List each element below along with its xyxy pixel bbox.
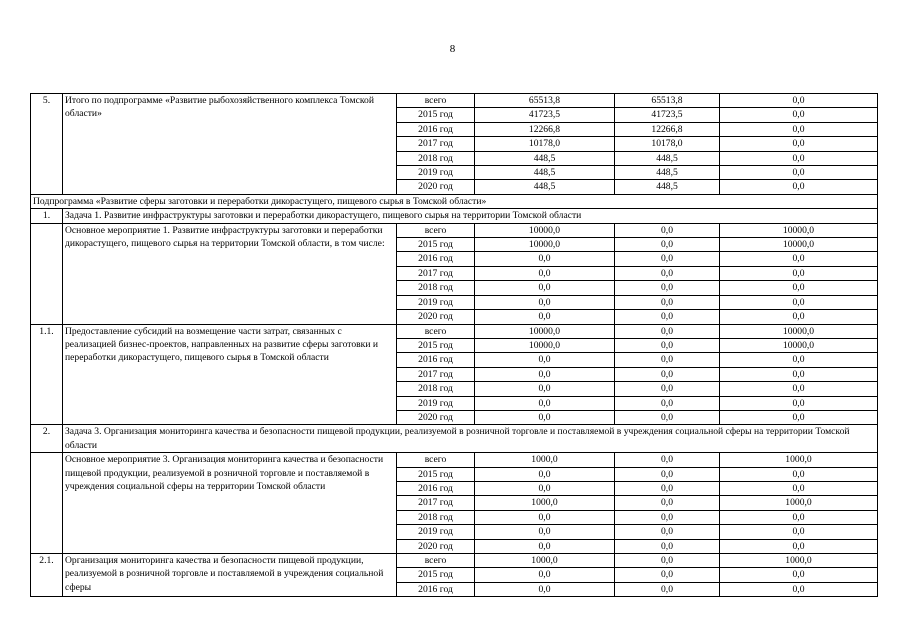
regional-budget-value: 0,0 [615, 496, 720, 510]
regional-budget-value: 0,0 [615, 539, 720, 553]
other-source-value: 0,0 [720, 568, 878, 582]
year-cell: 2016 год [397, 252, 475, 266]
total-value: 0,0 [475, 252, 615, 266]
activity-description: Итого по подпрограмме «Развитие рыбохозяйственного комплекса Томской области» [63, 94, 397, 195]
regional-budget-value: 0,0 [615, 453, 720, 467]
subprogram-row [31, 194, 878, 208]
other-source-value: 10000,0 [720, 223, 878, 237]
other-source-value: 10000,0 [720, 338, 878, 352]
year-cell: всего [397, 324, 475, 338]
total-value: 0,0 [475, 266, 615, 280]
regional-budget-value: 0,0 [615, 510, 720, 524]
total-value: 10000,0 [475, 338, 615, 352]
row-number: 2.1. [31, 554, 63, 597]
year-cell: 2020 год [397, 180, 475, 194]
regional-budget-value: 0,0 [615, 467, 720, 481]
total-value: 0,0 [475, 582, 615, 596]
table-body [31, 94, 878, 597]
other-source-value: 0,0 [720, 382, 878, 396]
total-value: 1000,0 [475, 453, 615, 467]
year-cell: 2015 год [397, 568, 475, 582]
total-value: 10000,0 [475, 223, 615, 237]
regional-budget-value: 0,0 [615, 223, 720, 237]
total-value: 10000,0 [475, 324, 615, 338]
row-number: 5. [31, 94, 63, 195]
other-source-value: 0,0 [720, 410, 878, 424]
other-source-value: 0,0 [720, 481, 878, 495]
total-value: 0,0 [475, 295, 615, 309]
other-source-value: 0,0 [720, 266, 878, 280]
row-number [31, 453, 63, 554]
regional-budget-value: 12266,8 [615, 122, 720, 136]
other-source-value: 0,0 [720, 151, 878, 165]
total-value: 0,0 [475, 367, 615, 381]
other-source-value: 0,0 [720, 137, 878, 151]
regional-budget-value: 0,0 [615, 252, 720, 266]
year-cell: 2019 год [397, 295, 475, 309]
table-row [31, 94, 878, 108]
regional-budget-value: 0,0 [615, 396, 720, 410]
task-title: Задача 3. Организация мониторинга качества и безопасности пищевой продукции, реализуемой в розничной торговле и поставляемой в учреждения социальной сферы на территории Томской области [63, 425, 878, 453]
regional-budget-value: 448,5 [615, 151, 720, 165]
year-cell: всего [397, 554, 475, 568]
regional-budget-value: 0,0 [615, 481, 720, 495]
regional-budget-value: 0,0 [615, 310, 720, 324]
table-row [31, 324, 878, 338]
year-cell: 2018 год [397, 382, 475, 396]
table-row [31, 453, 878, 467]
activity-description: Предоставление субсидий на возмещение части затрат, связанных с реализацией бизнес-проектов, направленных на развитие сферы заготовки и переработки дикорастущего, пищевого сырья в Томской области [63, 324, 397, 425]
regional-budget-value: 0,0 [615, 568, 720, 582]
year-cell: 2015 год [397, 338, 475, 352]
other-source-value: 0,0 [720, 180, 878, 194]
total-value: 0,0 [475, 410, 615, 424]
year-cell: 2019 год [397, 525, 475, 539]
total-value: 448,5 [475, 151, 615, 165]
other-source-value: 0,0 [720, 94, 878, 108]
year-cell: 2018 год [397, 281, 475, 295]
total-value: 0,0 [475, 281, 615, 295]
other-source-value: 1000,0 [720, 554, 878, 568]
total-value: 0,0 [475, 396, 615, 410]
row-number [31, 223, 63, 324]
other-source-value: 0,0 [720, 252, 878, 266]
regional-budget-value: 0,0 [615, 582, 720, 596]
year-cell: 2019 год [397, 396, 475, 410]
regional-budget-value: 0,0 [615, 382, 720, 396]
total-value: 0,0 [475, 481, 615, 495]
regional-budget-value: 0,0 [615, 238, 720, 252]
other-source-value: 0,0 [720, 582, 878, 596]
regional-budget-value: 448,5 [615, 166, 720, 180]
task-row [31, 425, 878, 453]
activity-description: Основное мероприятие 3. Организация мониторинга качества и безопасности пищевой продукции, реализуемой в розничной торговле и поставляемой в учреждения социальной сферы на территории Томской области [63, 453, 397, 554]
other-source-value: 1000,0 [720, 496, 878, 510]
year-cell: 2017 год [397, 137, 475, 151]
table-row [31, 554, 878, 568]
year-cell: 2015 год [397, 467, 475, 481]
other-source-value: 0,0 [720, 396, 878, 410]
year-cell: 2016 год [397, 122, 475, 136]
total-value: 10178,0 [475, 137, 615, 151]
other-source-value: 10000,0 [720, 324, 878, 338]
total-value: 448,5 [475, 180, 615, 194]
regional-budget-value: 41723,5 [615, 108, 720, 122]
regional-budget-value: 0,0 [615, 266, 720, 280]
total-value: 65513,8 [475, 94, 615, 108]
page-number: 8 [449, 43, 456, 55]
other-source-value: 1000,0 [720, 453, 878, 467]
other-source-value: 0,0 [720, 295, 878, 309]
activity-description: Основное мероприятие 1. Развитие инфраструктуры заготовки и переработки дикорастущего, пищевого сырья на территории Томской области, в том числе: [63, 223, 397, 324]
total-value: 0,0 [475, 568, 615, 582]
year-cell: 2015 год [397, 238, 475, 252]
year-cell: 2017 год [397, 367, 475, 381]
regional-budget-value: 0,0 [615, 410, 720, 424]
row-number: 2. [31, 425, 63, 453]
total-value: 0,0 [475, 382, 615, 396]
year-cell: 2016 год [397, 582, 475, 596]
year-cell: 2018 год [397, 510, 475, 524]
total-value: 0,0 [475, 467, 615, 481]
year-cell: 2017 год [397, 266, 475, 280]
regional-budget-value: 0,0 [615, 554, 720, 568]
total-value: 10000,0 [475, 238, 615, 252]
row-number: 1. [31, 209, 63, 223]
year-cell: 2020 год [397, 310, 475, 324]
subprogram-title: Подпрограмма «Развитие сферы заготовки и переработки дикорастущего, пищевого сырья в Томской области» [31, 194, 878, 208]
year-cell: всего [397, 94, 475, 108]
other-source-value: 0,0 [720, 510, 878, 524]
year-cell: всего [397, 453, 475, 467]
regional-budget-value: 10178,0 [615, 137, 720, 151]
other-source-value: 0,0 [720, 281, 878, 295]
total-value: 0,0 [475, 510, 615, 524]
other-source-value: 0,0 [720, 539, 878, 553]
regional-budget-value: 0,0 [615, 295, 720, 309]
year-cell: 2020 год [397, 410, 475, 424]
task-row [31, 209, 878, 223]
regional-budget-value: 0,0 [615, 525, 720, 539]
regional-budget-value: 0,0 [615, 324, 720, 338]
total-value: 0,0 [475, 310, 615, 324]
other-source-value: 0,0 [720, 467, 878, 481]
regional-budget-value: 65513,8 [615, 94, 720, 108]
year-cell: всего [397, 223, 475, 237]
total-value: 1000,0 [475, 496, 615, 510]
regional-budget-value: 0,0 [615, 281, 720, 295]
year-cell: 2016 год [397, 481, 475, 495]
other-source-value: 0,0 [720, 122, 878, 136]
total-value: 448,5 [475, 166, 615, 180]
budget-table [30, 93, 878, 597]
other-source-value: 10000,0 [720, 238, 878, 252]
year-cell: 2018 год [397, 151, 475, 165]
other-source-value: 0,0 [720, 166, 878, 180]
other-source-value: 0,0 [720, 367, 878, 381]
year-cell: 2015 год [397, 108, 475, 122]
other-source-value: 0,0 [720, 353, 878, 367]
row-number: 1.1. [31, 324, 63, 425]
total-value: 1000,0 [475, 554, 615, 568]
total-value: 41723,5 [475, 108, 615, 122]
year-cell: 2020 год [397, 539, 475, 553]
table-row [31, 223, 878, 237]
regional-budget-value: 0,0 [615, 338, 720, 352]
year-cell: 2019 год [397, 166, 475, 180]
year-cell: 2016 год [397, 353, 475, 367]
other-source-value: 0,0 [720, 525, 878, 539]
activity-description: Организация мониторинга качества и безопасности пищевой продукции, реализуемой в розничной торговле и поставляемой в учреждения социальной сферы [63, 554, 397, 597]
regional-budget-value: 0,0 [615, 353, 720, 367]
other-source-value: 0,0 [720, 108, 878, 122]
task-title: Задача 1. Развитие инфраструктуры заготовки и переработки дикорастущего, пищевого сырья на территории Томской области [63, 209, 878, 223]
total-value: 0,0 [475, 525, 615, 539]
regional-budget-value: 0,0 [615, 367, 720, 381]
regional-budget-value: 448,5 [615, 180, 720, 194]
year-cell: 2017 год [397, 496, 475, 510]
total-value: 0,0 [475, 539, 615, 553]
total-value: 12266,8 [475, 122, 615, 136]
total-value: 0,0 [475, 353, 615, 367]
other-source-value: 0,0 [720, 310, 878, 324]
